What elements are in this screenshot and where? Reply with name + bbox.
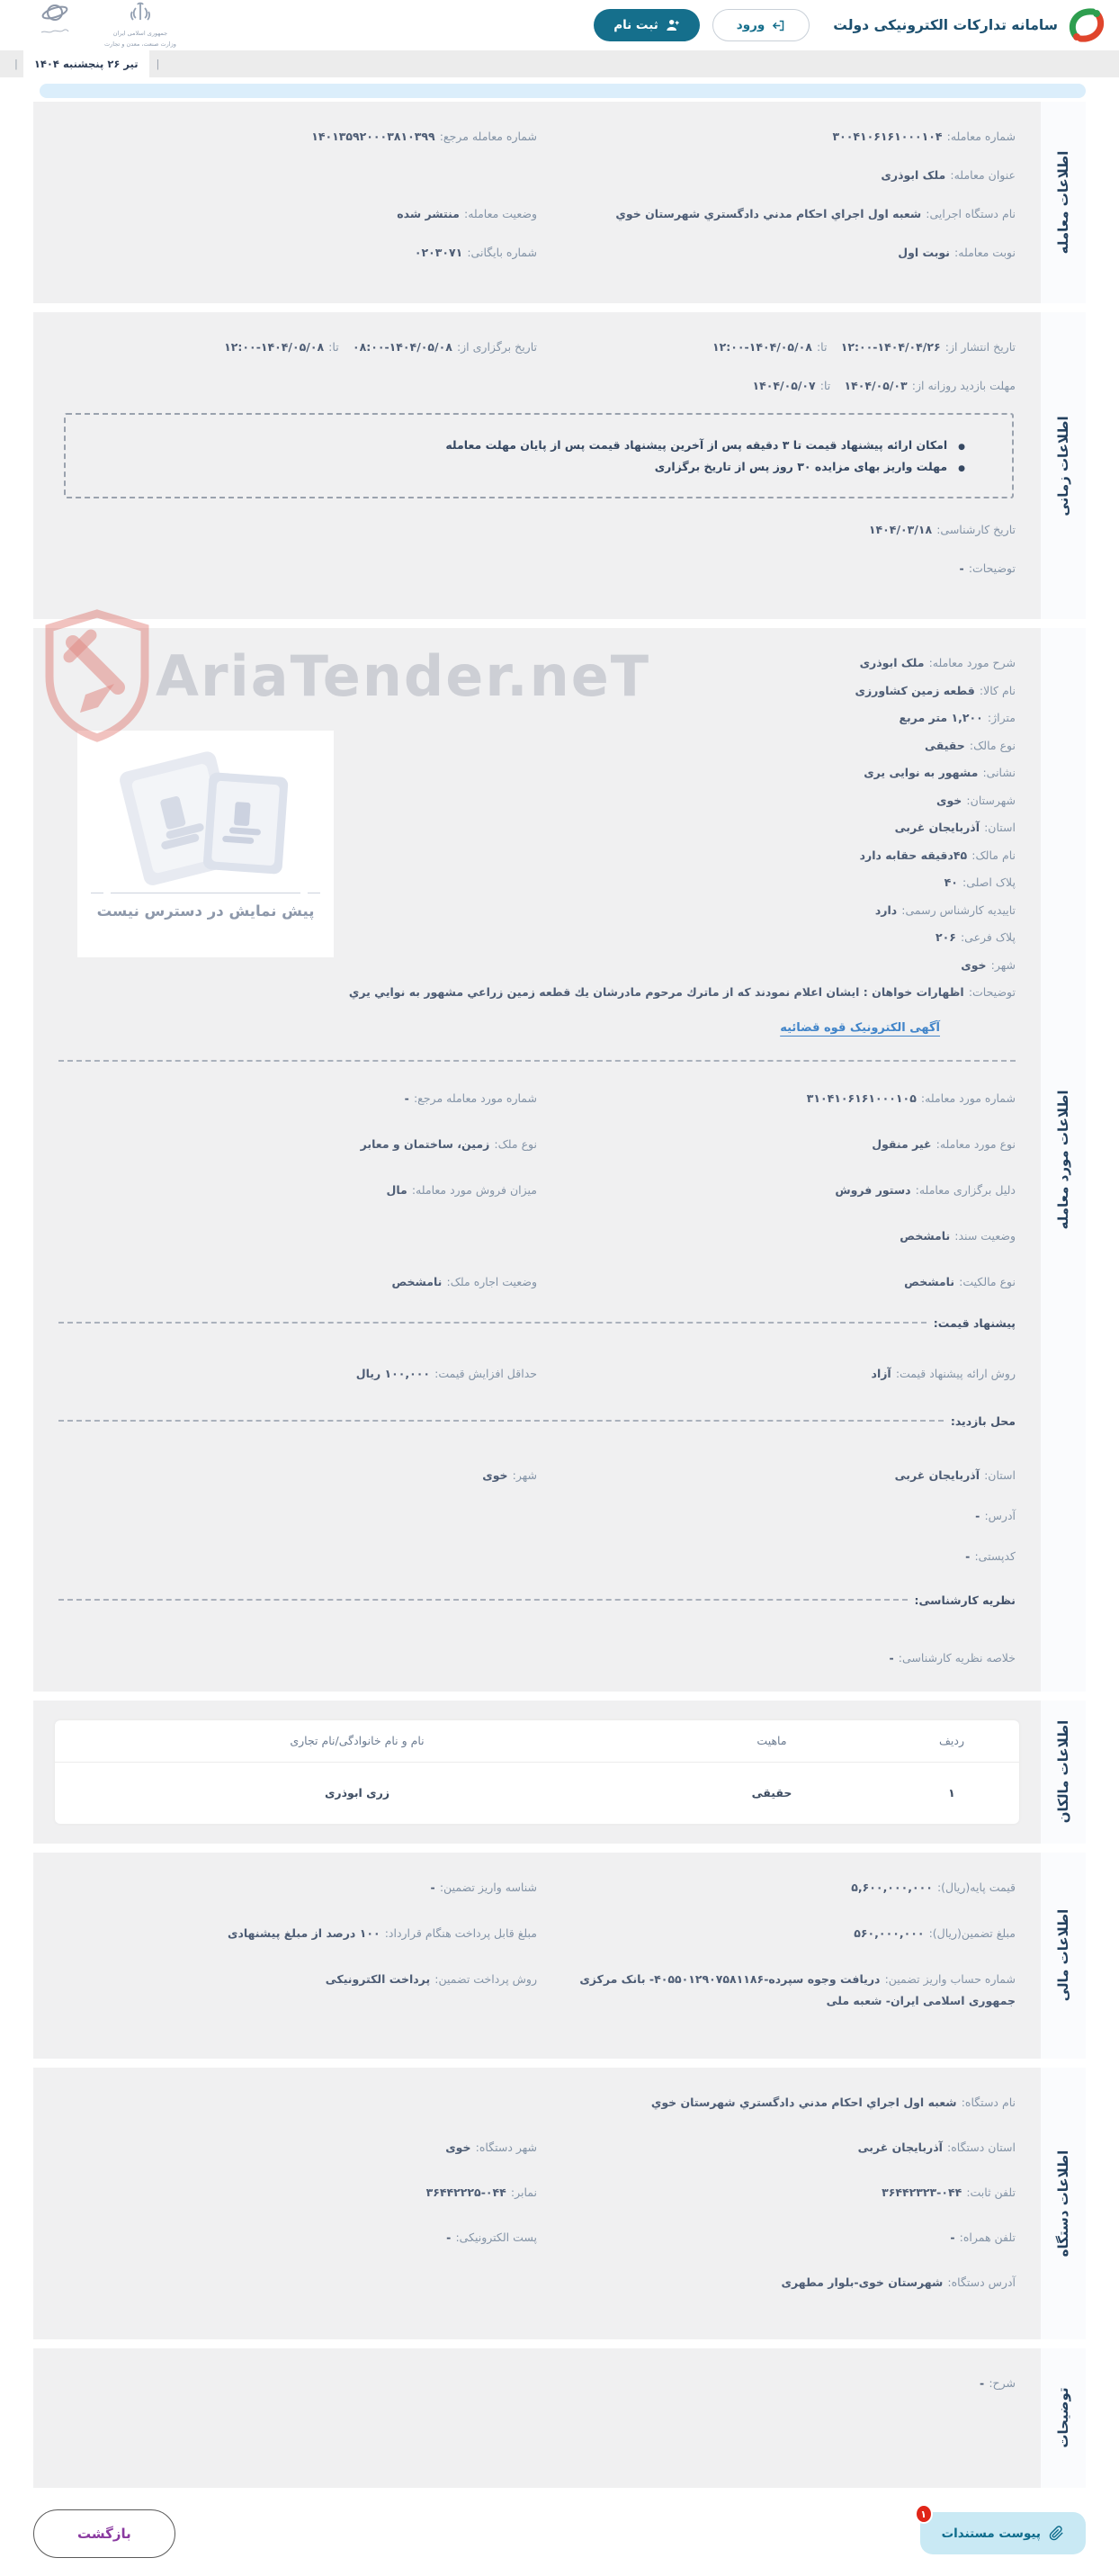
field-cell-right: تاییدیه کارشناس رسمی: دارد — [874, 902, 1016, 917]
field-row — [58, 1087, 1016, 1108]
attach-count-badge: ۱ — [915, 2504, 933, 2524]
field-cell-right: نوع مالکیت: نامشخص — [904, 1274, 1016, 1288]
ministry-caption: جمهوری اسلامی ایران — [112, 30, 168, 38]
field-row — [345, 844, 1016, 866]
field-cell-right: آدرس دستگاه: شهرستان خوی-بلوار مطهری — [781, 2275, 1016, 2289]
ecommerce-center-logo — [40, 1, 70, 35]
field-row — [58, 336, 1016, 357]
image-preview-placeholder — [77, 731, 334, 957]
field-cell-right: شماره مورد معامله: ۳۱۰۴۱۰۶۱۶۱۰۰۰۱۰۵ — [806, 1091, 1016, 1105]
field-cell-left — [58, 164, 537, 185]
section-deal-body — [33, 102, 1041, 303]
setad-logo-icon — [1067, 5, 1106, 45]
field-cell-right: تلفن ثابت: ۰۴۴-۳۶۴۴۲۳۲۳ — [882, 2185, 1016, 2199]
header — [0, 0, 1119, 50]
section-owners-body — [33, 1701, 1041, 1844]
field-cell-right: تلفن همراه: - — [950, 2230, 1016, 2244]
section-owners-label: اطلاعات مالکان — [1041, 1701, 1086, 1844]
section-item-info — [33, 628, 1086, 1692]
field-row — [58, 1225, 1016, 1246]
notification-strip — [40, 84, 1086, 98]
field-row — [58, 1922, 1016, 1943]
field-cell-left — [58, 1545, 537, 1566]
field-row — [58, 2181, 1016, 2203]
field-row — [58, 2271, 1016, 2293]
ministry-logo — [104, 1, 176, 49]
section-notes-body — [33, 2348, 1041, 2488]
field-cell-left: میزان فروش مورد معامله: مال — [386, 1182, 537, 1197]
content — [0, 102, 1119, 2488]
gavel-documents-icon — [112, 743, 300, 887]
register-button[interactable]: ثبت نام — [594, 9, 700, 41]
item-top — [58, 651, 1016, 1040]
nav-separator: | — [14, 58, 18, 70]
field-row — [345, 761, 1016, 783]
field-cell-right: شهرستان: خوی — [936, 793, 1016, 807]
field-row — [345, 871, 1016, 893]
col-name: نام و نام خانوادگی/نام تجاری — [290, 1734, 425, 1747]
field-row — [58, 557, 1016, 579]
col-nature: ماهیت — [756, 1734, 787, 1747]
field-cell-left: تاریخ برگزاری از: ۱۴۰۴/۰۵/۰۸-۰۸:۰۰ تا: ۱۴۰۴/۰۵/۰۸-۱۲:۰۰ — [224, 340, 537, 354]
field-cell-left: نوع ملک: زمین، ساختمان و معابر — [360, 1136, 537, 1151]
field-cell-right: مهلت بازدید روزانه از: ۱۴۰۴/۰۵/۰۳ تا: ۱۴۰۴/۰۵/۰۷ — [752, 379, 1016, 392]
field-cell-left: نمابر: ۰۴۴-۳۶۴۴۲۲۲۵ — [425, 2185, 537, 2199]
field-cell-right: توضیحات: - — [959, 561, 1016, 575]
field-row — [58, 1876, 1016, 1898]
field-row — [345, 706, 1016, 728]
field-cell-right: شهر: خوی — [961, 957, 1016, 972]
field-cell-right: تاریخ انتشار از: ۱۴۰۴/۰۴/۲۶-۱۲:۰۰ تا: ۱۴۰۴/۰۵/۰۸-۱۲:۰۰ — [712, 340, 1016, 354]
field-row — [58, 1504, 1016, 1526]
field-cell-left — [58, 2271, 537, 2293]
app-title: سامانه تدارکات الکترونیکی دولت — [833, 17, 1058, 33]
row-number: ۱ — [948, 1786, 955, 1800]
owners-table — [55, 1720, 1019, 1824]
field-cell-right: نام دستگاه اجرایی: شعبه اول اجراي احكام مدني دادگستري شهرستان خوي — [615, 207, 1016, 220]
section-item-label: اطلاعات مورد معامله — [1041, 628, 1086, 1692]
user-plus-icon — [666, 18, 680, 32]
field-cell-right: استان: آذربایجان غربی — [894, 1468, 1016, 1482]
section-item-body — [33, 628, 1041, 1692]
field-cell-right: آدرس: - — [975, 1508, 1016, 1522]
field-row — [58, 1647, 1016, 1668]
field-row — [58, 241, 1016, 263]
field-cell-left: شماره بایگانی: ۰۲۰۳۰۷۱ — [414, 246, 537, 259]
field-cell-right: نشانی: مشهور به نوایی یری — [864, 766, 1016, 779]
field-cell-right: نام دستگاه: شعبه اول اجراي احكام مدني دادگستري شهرستان خوي — [650, 2095, 1016, 2109]
field-cell-right: نام کالا: قطعه زمین کشاورزی — [855, 683, 1016, 697]
field-cell-right: مبلغ تضمین(ریال): ۵۶۰,۰۰۰,۰۰۰ — [854, 1925, 1016, 1940]
field-row — [345, 954, 1016, 975]
attach-wrap — [920, 2508, 1086, 2554]
section-agency — [33, 2068, 1086, 2339]
field-cell-left — [58, 1225, 537, 1246]
field-cell-right: شرح: - — [980, 2375, 1016, 2390]
footer-actions — [0, 2497, 1119, 2576]
field-cell-right: متراژ: ۱,۲۰۰ متر مربع — [899, 711, 1016, 724]
section-notes-label: توضیحات — [1041, 2348, 1086, 2488]
field-cell-right: خلاصه نظریه کارشناسی: - — [889, 1650, 1016, 1665]
field-cell-right: پلاک اصلی: ۴۰ — [944, 875, 1016, 889]
nav-date: تیر ۲۶ پنجشنبه ۱۴۰۴ — [23, 50, 149, 77]
field-cell-right: نام مالک: ۴۵دقیقه حقابه دارد — [859, 848, 1016, 862]
field-row — [58, 202, 1016, 224]
section-finance-label: اطلاعات مالی — [1041, 1853, 1086, 2059]
iran-emblem-icon — [129, 1, 152, 28]
field-row — [345, 899, 1016, 920]
field-row — [58, 164, 1016, 185]
deal-fields — [58, 125, 1016, 263]
field-cell-left: حداقل افزایش قیمت: ۱۰۰,۰۰۰ ریال — [355, 1366, 537, 1380]
price-fields — [58, 1362, 1016, 1384]
field-row — [58, 2091, 1016, 2113]
field-cell-left: شهر دستگاه: خوی — [445, 2140, 537, 2154]
field-row — [58, 1968, 1016, 2011]
preview-caption: پیش نمایش در دسترس نیست — [96, 902, 315, 920]
globe-icon — [40, 1, 70, 35]
rule-bullet: ● مهلت واریز بهای مزایده ۳۰ روز پس از تاریخ برگزاری — [112, 460, 965, 473]
field-cell-left — [58, 1504, 537, 1526]
table-row — [55, 1763, 1019, 1824]
field-cell-right: شرح مورد معامله: ملک ابوذری — [859, 656, 1016, 669]
paperclip-icon — [1049, 2526, 1064, 2541]
expert-opinion-header: نظریه کارشناسی: — [58, 1593, 1016, 1607]
owners-table-header — [55, 1720, 1019, 1763]
field-row — [58, 1133, 1016, 1154]
field-cell-right: کدپستی: - — [965, 1548, 1016, 1563]
back-button[interactable]: بازگشت — [33, 2509, 175, 2558]
brand — [833, 5, 1106, 45]
section-owners — [33, 1701, 1086, 1844]
notes-fields — [58, 2372, 1016, 2393]
auction-rules — [112, 438, 965, 473]
field-cell-right: نوبت معامله: نوبت اول — [898, 246, 1016, 259]
section-finance — [33, 1853, 1086, 2059]
ministry-caption-2: وزارت صنعت، معدن و تجارت — [104, 40, 176, 48]
visit-location-header: محل بازدید: — [58, 1414, 1016, 1428]
field-row — [345, 926, 1016, 947]
field-cell-left: پست الکترونیکی: - — [446, 2230, 537, 2244]
field-cell-right: نوع مالک: حقیقی — [925, 738, 1016, 752]
time-fields-top — [58, 336, 1016, 396]
item-fields — [345, 651, 1016, 1040]
field-cell-left: شهر: خوی — [482, 1468, 537, 1482]
field-cell-left — [58, 2091, 537, 2113]
nav-separator: | — [156, 58, 160, 70]
field-cell-left: وضعیت اجاره ملک: نامشخص — [391, 1274, 537, 1288]
field-cell-right: استان: آذربایجان غربی — [894, 821, 1016, 834]
price-offer-header: پیشنهاد قیمت: — [58, 1316, 1016, 1330]
field-cell-right: استان دستگاه: آذربایجان غربی — [857, 2140, 1016, 2154]
agency-fields — [58, 2091, 1016, 2293]
item-detail-fields — [58, 1087, 1016, 1292]
field-cell-right: توضیحات: اظهارات خواهان : ایشان اعلام نمودند که از ماترك مرحوم مادرشان یك قطعه زمین زراعي مشهور به نوایي یري — [348, 985, 1016, 999]
rule-bullet: ● امکان ارائه پیشنهاد قیمت تا ۳ دقیقه پس از آخرین پیشنهاد قیمت پس از پایان مهلت معامله — [112, 438, 965, 452]
main-nav — [0, 50, 1119, 77]
section-agency-body — [33, 2068, 1041, 2339]
field-row — [58, 1179, 1016, 1200]
login-button[interactable]: ورود — [712, 9, 810, 41]
section-time-body — [33, 312, 1041, 619]
field-cell-right: پلاک فرعی: ۲۰۶ — [935, 930, 1016, 944]
government-logos — [13, 1, 176, 49]
field-cell-left: وضعیت معامله: منتشر شده — [397, 207, 537, 220]
section-notes — [33, 2348, 1086, 2488]
field-cell-left: شناسه واریز تضمین: - — [430, 1880, 537, 1894]
field-row — [58, 1270, 1016, 1292]
field-row — [58, 518, 1016, 540]
field-row — [58, 2136, 1016, 2158]
dashed-divider — [58, 1060, 1016, 1062]
field-row — [58, 1464, 1016, 1485]
time-fields-bottom — [58, 518, 1016, 579]
watermark-text: AriaTender.neT — [156, 642, 651, 709]
section-time-label: اطلاعات زمانی — [1041, 312, 1086, 619]
section-deal-label: اطلاعات معامله — [1041, 102, 1086, 303]
field-row — [345, 651, 1016, 673]
owner-nature: حقیقی — [751, 1786, 792, 1800]
field-row — [58, 1362, 1016, 1384]
field-cell-right: روش ارائه پیشنهاد قیمت: آزاد — [871, 1366, 1016, 1380]
auth-buttons — [594, 9, 810, 41]
field-row — [345, 789, 1016, 811]
field-row — [58, 2372, 1016, 2393]
field-cell-right: وضعیت سند: نامشخص — [900, 1228, 1016, 1243]
field-cell-left: روش پرداخت تضمین: پرداخت الکترونیکی — [325, 1971, 537, 1986]
judiciary-announcement-link[interactable]: آگهی الکترونیک قوه قضائیه — [780, 1020, 940, 1035]
field-cell-right: نوع مورد معامله: غیر منقول — [872, 1136, 1016, 1151]
expert-fields — [58, 1647, 1016, 1668]
field-cell-right: شماره حساب واریز تضمین: دریافت وجوه سپرده-۴۰۵۵۰۱۲۹۰۷۵۸۱۱۸۶- بانک مرکزی جمهوری اسلامی ایران- شعبه ملی — [579, 1971, 1016, 2007]
col-row-number: ردیف — [938, 1734, 965, 1747]
field-cell-right: تاریخ کارشناسی: ۱۴۰۴/۰۳/۱۸ — [868, 523, 1016, 536]
field-row — [345, 816, 1016, 838]
preview-column — [58, 651, 345, 1040]
finance-fields — [58, 1876, 1016, 2011]
section-agency-label: اطلاعات دستگاه — [1041, 2068, 1086, 2339]
item-field-list — [345, 651, 1016, 1002]
field-cell-right: عنوان معامله: ملک ابوذری — [881, 168, 1016, 182]
auction-rules-box — [64, 413, 1014, 498]
field-row — [345, 734, 1016, 756]
field-cell-left: مبلغ قابل پرداخت هنگام قرارداد: ۱۰۰ درصد از مبلغ پیشنهادی — [227, 1925, 537, 1940]
visit-fields — [58, 1464, 1016, 1566]
field-row — [58, 125, 1016, 147]
field-row — [345, 981, 1016, 1002]
login-icon — [772, 19, 785, 32]
field-cell-right: قیمت پایه(ریال): ۵,۶۰۰,۰۰۰,۰۰۰ — [851, 1880, 1016, 1894]
field-row — [58, 2226, 1016, 2248]
section-time-info — [33, 312, 1086, 619]
field-cell-right: شماره معامله: ۳۰۰۴۱۰۶۱۶۱۰۰۰۱۰۴ — [832, 130, 1016, 143]
section-finance-body — [33, 1853, 1041, 2059]
section-deal-info — [33, 102, 1086, 303]
field-row — [58, 1545, 1016, 1566]
field-cell-left — [58, 374, 537, 396]
field-cell-left: شماره مورد معامله مرجع: - — [404, 1091, 537, 1105]
field-row — [345, 679, 1016, 701]
field-cell-right: دلیل برگزاری معامله: دستور فروش — [835, 1182, 1016, 1197]
attach-documents-button[interactable]: پیوست مستندات — [920, 2512, 1086, 2554]
owner-name: زری ابوذری — [324, 1786, 390, 1800]
field-cell-left: شماره معامله مرجع: ۱۴۰۱۳۵۹۲۰۰۰۳۸۱۰۳۹۹ — [311, 130, 537, 143]
owners-table-rows — [55, 1763, 1019, 1824]
field-row — [58, 374, 1016, 396]
